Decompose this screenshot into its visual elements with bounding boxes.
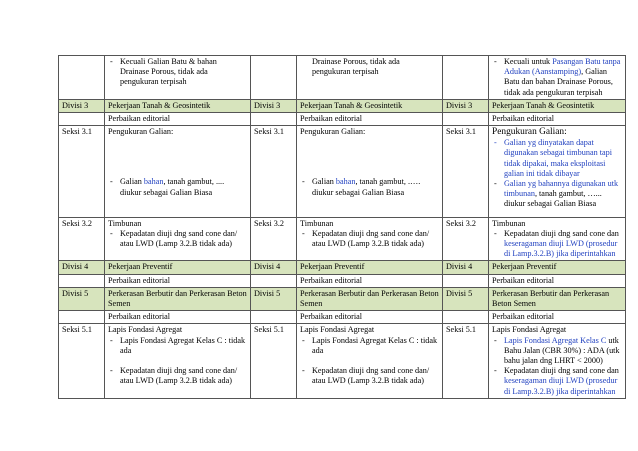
table-row bbox=[59, 56, 626, 100]
list-item: - Kepadatan diuji dng sand cone dan/ atau LWD (Lamp 3.2.B tidak ada) bbox=[300, 229, 439, 249]
list-item: - Galian yg dinyatakan dapat digunakan sebagai timbunan tapi tidak dipakai, maka eksploitasi galian ini tidak dibayar bbox=[492, 138, 622, 179]
table-row: Seksi 5.1 Lapis Fondasi Agregat - Lapis Fondasi Agregat Kelas C : tidak ada - Kepadatan diuji dng sand cone dan/ atau LWD (Lamp 3.2.B tidak ada) Seksi 5.1 Lapis Fondasi Agregat - Lapis Fondasi Agregat Kelas C : tidak ada - Kepadatan diuji dng sand cone dan/ atau LWD (Lamp 3.2.B tidak ada) Seksi 5.1 Lapis Fondasi Agregat - Lapis Fondasi Agregat Kelas C utk Bahu Jalan (CBR 30%) : ADA (utk bahu jalan dng LHRT < 2000) - Kepadatan diuji dng sand cone dan keseragaman diuji LWD (prosedur di Lamp.3.2.B) jika diperintahkan bbox=[59, 324, 626, 398]
list-item: - Kepadatan diuji dng sand cone dan/ atau LWD (Lamp 3.2.B tidak ada) bbox=[300, 366, 439, 386]
table-row: Perbaikan editorial Perbaikan editorial Perbaikan editorial bbox=[59, 113, 626, 126]
list-item: - Kecuali untuk Pasangan Batu tanpa Adukan (Aanstamping), Galian Batu dan bahan Drainase Porous, tidak ada pengukuran terpisah bbox=[492, 57, 622, 98]
list-item: - Kepadatan diuji dng sand cone dan keseragaman diuji LWD (prosedur di Lamp.3.2.B) jika diperintahkan bbox=[492, 366, 622, 397]
table-row: Divisi 3 Pekerjaan Tanah & Geosintetik Divisi 3 Pekerjaan Tanah & Geosintetik Divisi 3 Pekerjaan Tanah & Geosintetik bbox=[59, 99, 626, 112]
list-item: - Galian bahan, tanah gambut, .…. diukur sebagai Galian Biasa bbox=[300, 177, 439, 197]
division-title: Pekerjaan Tanah & Geosintetik bbox=[105, 99, 251, 112]
table-row: Seksi 3.2 Timbunan - Kepadatan diuji dng sand cone dan/ atau LWD (Lamp 3.2.B tidak ada) Seksi 3.2 Timbunan - Kepadatan diuji dng sand cone dan/ atau LWD (Lamp 3.2.B tidak ada) Seksi 3.2 Timbunan - Kepadatan diuji dng sand cone dan keseragaman diuji LWD (prosedur di Lamp.3.2.B) jika diperintahkan bbox=[59, 217, 626, 261]
list-item: - Kepadatan diuji dng sand cone dan/ atau LWD (Lamp 3.2.B tidak ada) bbox=[108, 366, 247, 386]
list-item: - Lapis Fondasi Agregat Kelas C : tidak ada bbox=[108, 336, 247, 356]
list-item: - Galian yg bahannya digunakan utk timbunan, tanah gambut, …... diukur sebagai Galian Biasa bbox=[492, 179, 622, 210]
list-item: - Kepadatan diuji dng sand cone dan/ atau LWD (Lamp 3.2.B tidak ada) bbox=[108, 229, 247, 249]
list-item: - Galian bahan, tanah gambut, .... diukur sebagai Galian Biasa bbox=[108, 177, 247, 197]
list-item: - Kepadatan diuji dng sand cone dan keseragaman diuji LWD (prosedur di Lamp.3.2.B) jika diperintahkan bbox=[492, 229, 622, 260]
table-row: Divisi 5 Perkerasan Berbutir dan Perkerasan Beton Semen Divisi 5 Perkerasan Berbutir dan Perkerasan Beton Semen Divisi 5 Perkerasan Berbutir dan Perkerasan Beton Semen bbox=[59, 287, 626, 310]
table-row: Divisi 4 Pekerjaan Preventif Divisi 4 Pekerjaan Preventif Divisi 4 Pekerjaan Preventif bbox=[59, 261, 626, 274]
table-row: Seksi 3.1 Pengukuran Galian: - Galian bahan, tanah gambut, .... diukur sebagai Galian Biasa Seksi 3.1 Pengukuran Galian: - Galian bahan, tanah gambut, .…. diukur sebagai Galian Biasa Seksi 3.1 Pengukuran Galian: - Galian yg dinyatakan dapat digunakan sebagai timbunan tapi tidak dipakai, maka eksploitasi galian ini tidak dibayar - Galian yg bahannya digunakan utk timbunan, tanah gambut, …... diukur sebagai Galian Biasa bbox=[59, 126, 626, 217]
comparison-table bbox=[58, 55, 626, 399]
cell-text: Drainase Porous, tidak ada pengukuran terpisah bbox=[312, 57, 400, 77]
list-item: - Lapis Fondasi Agregat Kelas C : tidak ada bbox=[300, 336, 439, 356]
division-code: Divisi 3 bbox=[59, 99, 105, 112]
list-item: - Lapis Fondasi Agregat Kelas C utk Bahu Jalan (CBR 30%) : ADA (utk bahu jalan dng LHRT < 2000) bbox=[492, 336, 622, 367]
table-row: Perbaikan editorial Perbaikan editorial Perbaikan editorial bbox=[59, 274, 626, 287]
list-item: - Kecuali Galian Batu & bahan Drainase Porous, tidak ada pengukuran terpisah bbox=[108, 57, 247, 88]
table-row: Perbaikan editorial Perbaikan editorial Perbaikan editorial bbox=[59, 311, 626, 324]
